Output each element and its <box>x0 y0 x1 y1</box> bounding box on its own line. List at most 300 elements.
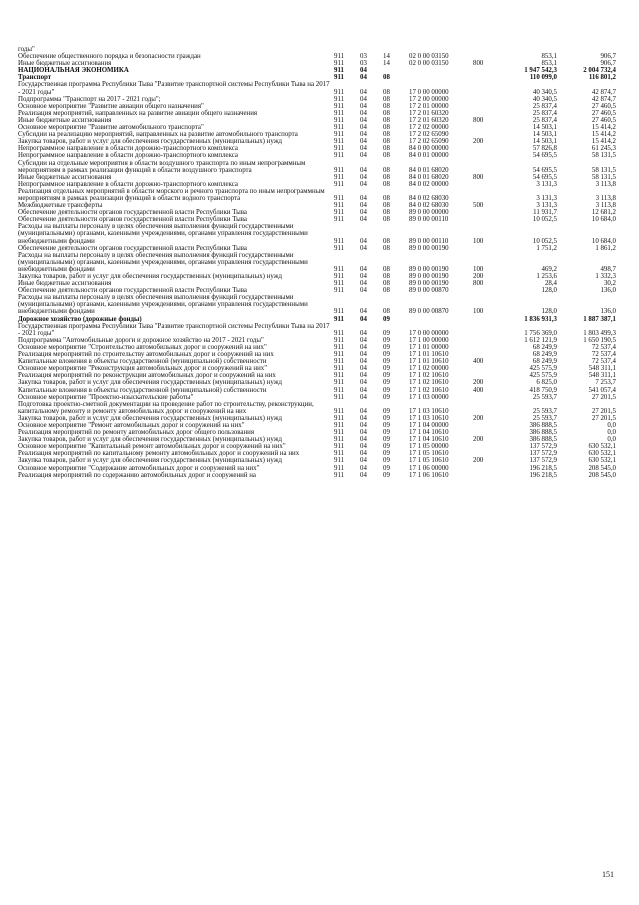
row-name: Межбюджетные трансферты <box>18 202 103 210</box>
amount-year-1: 25 593,7 <box>532 407 557 415</box>
row-name: Непрограммное направление в области дорожно-транспортного комплекса <box>18 152 238 160</box>
subsection-code: 09 <box>383 386 390 394</box>
amount-year-2: 1 332,3 <box>595 273 616 280</box>
table-row <box>18 145 616 152</box>
row-name: Основное мероприятие "Капитальный ремонт автомобильных дорог и сооружений на них" <box>18 443 286 451</box>
target-article: 17 1 02 00000 <box>409 365 449 373</box>
table-row <box>18 160 616 174</box>
row-name: Обеспечение деятельности органов государственной власти Республики Тыва <box>18 287 247 295</box>
amount-year-1: 1 253,6 <box>536 273 557 280</box>
table-row <box>18 138 616 145</box>
table-row <box>18 252 616 273</box>
section-code: 04 <box>360 216 367 224</box>
expense-type: 200 <box>473 457 484 465</box>
table-row <box>18 351 616 358</box>
ministry-code: 911 <box>334 315 344 323</box>
expense-type: 200 <box>473 379 484 387</box>
subsection-code: 09 <box>383 429 390 437</box>
expense-type: 100 <box>473 237 484 245</box>
target-article: 17 1 04 10610 <box>409 429 449 437</box>
subsection-code: 08 <box>383 145 390 153</box>
subsection-code: 08 <box>383 138 390 146</box>
section-code: 04 <box>360 152 367 160</box>
target-article: 17 1 02 10610 <box>409 386 449 394</box>
section-code: 04 <box>360 429 367 437</box>
ministry-code: 911 <box>334 464 345 472</box>
amount-year-1: 25 593,7 <box>532 393 557 401</box>
target-article: 89 0 00 00190 <box>409 273 449 280</box>
expense-type: 400 <box>473 386 484 394</box>
row-name: Реализация мероприятий, направленных на развитие авиации общего назначения <box>18 109 258 117</box>
expense-type: 100 <box>473 265 484 273</box>
target-article: 89 0 00 00000 <box>409 209 449 217</box>
amount-year-2: 0,0 <box>607 421 616 429</box>
table-row <box>18 53 616 60</box>
ministry-code: 911 <box>334 358 345 366</box>
section-code: 04 <box>360 237 367 245</box>
amount-year-2: 27 201,5 <box>591 414 616 422</box>
ministry-code: 911 <box>334 180 345 188</box>
row-name: годы" <box>18 46 35 53</box>
amount-year-2: 27 460,5 <box>591 109 616 117</box>
ministry-code: 911 <box>334 457 345 465</box>
amount-year-2: 15 414,2 <box>591 124 616 132</box>
ministry-code: 911 <box>334 287 345 295</box>
section-code: 04 <box>360 265 367 273</box>
target-article: 17 1 06 10610 <box>409 471 449 479</box>
amount-year-2: 58 131,5 <box>591 173 616 181</box>
subsection-code: 09 <box>383 414 390 422</box>
target-article: 89 0 00 00190 <box>409 244 449 252</box>
ministry-code: 911 <box>334 280 345 288</box>
amount-year-1: 25 837,4 <box>532 116 557 124</box>
amount-year-2: 30,2 <box>603 280 616 288</box>
section-code: 04 <box>360 336 367 344</box>
target-article: 84 0 02 68030 <box>409 194 449 202</box>
table-row <box>18 316 616 323</box>
amount-year-2: 1 861,2 <box>595 244 616 252</box>
ministry-code: 911 <box>334 471 345 479</box>
subsection-code: 08 <box>383 244 390 252</box>
amount-year-2: 72 537,4 <box>591 351 616 359</box>
table-row <box>18 323 616 337</box>
ministry-code: 911 <box>334 308 345 316</box>
row-name: Расходы на выплаты персоналу в целях обеспечения выполнения функций государственными (муниципальными) органами, казенными учреждениями, органами управления государственными внебюджетными фондами <box>18 223 308 245</box>
row-name: Капитальные вложения в объекты государственной (муниципальной) собственности <box>18 358 267 366</box>
target-article: 17 1 05 00000 <box>409 443 449 451</box>
table-row <box>18 372 616 379</box>
table-row <box>18 46 616 53</box>
amount-year-2: 27 460,5 <box>591 102 616 110</box>
subsection-code: 09 <box>383 421 390 429</box>
target-article: 17 1 02 10610 <box>409 379 449 387</box>
target-article: 17 0 00 00000 <box>409 88 449 96</box>
section-code: 03 <box>360 53 367 61</box>
target-article: 84 0 01 68020 <box>409 166 449 174</box>
row-name: Подготовка проектно-сметной документации на проведение работ по строительству, реконструкции, капитальному ремонту и ремонту автомобильных дорог и сооружений на них <box>18 400 314 415</box>
row-name: Основное мероприятие "Реконструкция автомобильных дорог и сооружений на них" <box>18 365 268 373</box>
ministry-code: 911 <box>334 216 345 224</box>
target-article: 17 1 04 10610 <box>409 436 449 444</box>
subsection-code: 09 <box>383 443 390 451</box>
amount-year-2: 906,7 <box>600 53 616 61</box>
ministry-code: 911 <box>334 351 345 359</box>
subsection-code: 09 <box>383 457 390 465</box>
target-article: 89 0 00 00110 <box>409 237 449 245</box>
amount-year-1: 386 888,5 <box>529 436 557 444</box>
subsection-code: 08 <box>383 74 390 82</box>
target-article: 17 2 02 65090 <box>409 138 449 146</box>
amount-year-1: 1 836 931,3 <box>524 315 557 323</box>
subsection-code: 08 <box>383 88 390 96</box>
subsection-code: 09 <box>383 407 390 415</box>
ministry-code: 911 <box>334 343 345 351</box>
ministry-code: 911 <box>334 95 345 103</box>
amount-year-1: 469,2 <box>541 265 557 273</box>
amount-year-1: 11 931,7 <box>533 209 557 217</box>
ministry-code: 911 <box>334 67 344 75</box>
expense-type: 800 <box>473 280 484 288</box>
amount-year-2: 541 057,4 <box>588 386 616 394</box>
ministry-code: 911 <box>334 131 345 139</box>
page-number: 151 <box>602 870 614 879</box>
amount-year-2: 3 113,8 <box>595 202 616 210</box>
table-row <box>18 81 616 95</box>
amount-year-2: 498,7 <box>600 265 616 273</box>
amount-year-1: 386 888,5 <box>529 421 557 429</box>
target-article: 84 0 00 00000 <box>409 145 449 153</box>
subsection-code: 08 <box>383 109 390 117</box>
section-code: 04 <box>360 280 367 288</box>
subsection-code: 08 <box>383 209 390 217</box>
target-article: 17 1 03 10610 <box>409 407 449 415</box>
section-code: 04 <box>360 308 367 316</box>
ministry-code: 911 <box>334 166 345 174</box>
row-name: Закупка товаров, работ и услуг для обеспечения государственных (муниципальных) нужд <box>18 379 282 387</box>
amount-year-1: 1 756 369,0 <box>524 329 557 337</box>
row-name: Реализация мероприятий по реконструкции автомобильных дорог и сооружений на них <box>18 372 276 380</box>
expense-type: 800 <box>473 116 484 124</box>
ministry-code: 911 <box>334 152 345 160</box>
row-name: Субсидии на отдельные мероприятия в области воздушного транспорта по иным непрограммным мероприятиям в рамках реализации функций в области воздушного транспорта <box>18 159 306 174</box>
amount-year-1: 418 750,9 <box>529 386 557 394</box>
target-article: 02 0 00 03150 <box>409 60 449 68</box>
section-code: 04 <box>360 95 367 103</box>
target-article: 17 1 01 00000 <box>409 343 449 351</box>
section-code: 04 <box>360 343 367 351</box>
subsection-code: 08 <box>383 237 390 245</box>
table-row <box>18 472 616 479</box>
expense-type: 500 <box>473 202 484 210</box>
ministry-code: 911 <box>334 386 345 394</box>
table-row <box>18 287 616 294</box>
subsection-code: 08 <box>383 102 390 110</box>
table-row <box>18 181 616 188</box>
amount-year-2: 630 532,1 <box>588 450 616 458</box>
amount-year-1: 40 340,5 <box>532 88 557 96</box>
section-code: 04 <box>360 315 367 323</box>
amount-year-1: 1 947 542,3 <box>524 67 557 75</box>
amount-year-1: 10 052,5 <box>532 237 557 245</box>
row-name: Иные бюджетные ассигнования <box>18 280 112 288</box>
subsection-code: 08 <box>383 152 390 160</box>
section-code: 04 <box>360 67 367 75</box>
row-name: Подпрограмма "Автомобильные дороги и дорожное хозяйство на 2017 - 2021 годы" <box>18 336 264 344</box>
section-code: 04 <box>360 194 367 202</box>
ministry-code: 911 <box>334 379 345 387</box>
subsection-code: 09 <box>383 343 390 351</box>
amount-year-2: 1 650 190,5 <box>583 336 616 344</box>
table-row <box>18 152 616 159</box>
section-code: 04 <box>360 386 367 394</box>
subsection-code: 08 <box>383 287 390 295</box>
amount-year-2: 548 311,1 <box>588 365 616 373</box>
section-code: 04 <box>360 421 367 429</box>
subsection-code: 08 <box>383 116 390 124</box>
table-row <box>18 401 616 415</box>
section-code: 04 <box>360 138 367 146</box>
amount-year-1: 128,0 <box>541 308 557 316</box>
target-article: 17 2 02 00000 <box>409 124 449 132</box>
subsection-code: 09 <box>383 436 390 444</box>
amount-year-2: 1 803 499,3 <box>583 329 616 337</box>
table-row <box>18 358 616 365</box>
amount-year-2: 12 681,2 <box>591 209 616 217</box>
amount-year-1: 57 826,8 <box>532 145 557 153</box>
amount-year-1: 137 572,9 <box>529 457 557 465</box>
target-article: 84 0 01 00000 <box>409 152 449 160</box>
subsection-code: 08 <box>383 216 390 224</box>
subsection-code: 08 <box>383 273 390 280</box>
amount-year-2: 42 874,7 <box>591 88 616 96</box>
ministry-code: 911 <box>334 53 345 61</box>
ministry-code: 911 <box>334 60 345 68</box>
expense-type: 400 <box>473 358 484 366</box>
section-code: 04 <box>360 379 367 387</box>
expense-type: 200 <box>473 273 484 280</box>
target-article: 17 1 03 00000 <box>409 393 449 401</box>
subsection-code: 08 <box>383 173 390 181</box>
amount-year-1: 25 837,4 <box>532 102 557 110</box>
amount-year-1: 6 825,0 <box>536 379 557 387</box>
table-row <box>18 103 616 110</box>
ministry-code: 911 <box>334 209 345 217</box>
ministry-code: 911 <box>334 265 345 273</box>
row-name: Расходы на выплаты персоналу в целях обеспечения выполнения функций государственными (муниципальными) органами, казенными учреждениями, органами управления государственными внебюджетными фондами <box>18 294 308 316</box>
row-name: Иные бюджетные ассигнования <box>18 116 112 124</box>
section-code: 04 <box>360 351 367 359</box>
subsection-code: 09 <box>383 372 390 380</box>
table-row <box>18 60 616 67</box>
target-article: 89 0 00 00110 <box>409 216 449 224</box>
target-article: 17 1 02 10610 <box>409 372 449 380</box>
amount-year-2: 72 537,4 <box>591 343 616 351</box>
table-row <box>18 124 616 131</box>
ministry-code: 911 <box>334 244 345 252</box>
row-name: Капитальные вложения в объекты государственной (муниципальной) собственности <box>18 386 267 394</box>
ministry-code: 911 <box>334 74 344 82</box>
ministry-code: 911 <box>334 194 345 202</box>
amount-year-2: 630 532,1 <box>588 457 616 465</box>
row-name: Субсидии на реализацию мероприятий, направленных на развитие автомобильного транспорта <box>18 131 298 139</box>
amount-year-1: 25 837,4 <box>532 109 557 117</box>
amount-year-1: 68 249,9 <box>532 343 557 351</box>
target-article: 17 2 00 00000 <box>409 95 449 103</box>
amount-year-1: 28,4 <box>544 280 557 288</box>
amount-year-1: 3 131,3 <box>536 202 557 210</box>
target-article: 17 1 01 10610 <box>409 358 449 366</box>
amount-year-1: 3 131,3 <box>536 194 557 202</box>
section-code: 04 <box>360 180 367 188</box>
subsection-code: 09 <box>383 450 390 458</box>
amount-year-1: 25 593,7 <box>532 414 557 422</box>
table-row <box>18 216 616 223</box>
target-article: 89 0 00 00190 <box>409 280 449 288</box>
amount-year-1: 853,1 <box>541 60 557 68</box>
table-row <box>18 117 616 124</box>
amount-year-2: 58 131,5 <box>591 152 616 160</box>
table-row <box>18 457 616 464</box>
expense-type: 800 <box>473 173 484 181</box>
subsection-code: 08 <box>383 124 390 132</box>
amount-year-1: 1 612 121,9 <box>524 336 557 344</box>
amount-year-1: 54 695,5 <box>532 173 557 181</box>
row-name: Государственная программа Республики Тыва "Развитие транспортной системы Республики Тыва на 2017 - 2021 годы" <box>18 322 330 337</box>
amount-year-2: 10 684,0 <box>591 216 616 224</box>
amount-year-1: 68 249,9 <box>532 358 557 366</box>
section-code: 04 <box>360 457 367 465</box>
row-name: Закупка товаров, работ и услуг для обеспечения государственных (муниципальных) нужд <box>18 138 282 146</box>
section-code: 04 <box>360 443 367 451</box>
table-row <box>18 465 616 472</box>
table-row <box>18 280 616 287</box>
amount-year-1: 68 249,9 <box>532 351 557 359</box>
target-article: 89 0 00 00870 <box>409 287 449 295</box>
amount-year-1: 40 340,5 <box>532 95 557 103</box>
section-code: 03 <box>360 60 367 68</box>
ministry-code: 911 <box>334 116 345 124</box>
table-row <box>18 67 616 74</box>
section-code: 04 <box>360 471 367 479</box>
amount-year-2: 3 113,8 <box>595 180 616 188</box>
table-row <box>18 245 616 252</box>
amount-year-1: 386 888,5 <box>529 429 557 437</box>
amount-year-1: 137 572,9 <box>529 450 557 458</box>
ministry-code: 911 <box>334 450 345 458</box>
subsection-code: 08 <box>383 280 390 288</box>
subsection-code: 09 <box>383 365 390 373</box>
section-code: 04 <box>360 244 367 252</box>
ministry-code: 911 <box>334 365 345 373</box>
row-name: Основное мероприятие "Развитие автомобильного транспорта" <box>18 124 204 132</box>
target-article: 17 1 01 10610 <box>409 351 449 359</box>
amount-year-2: 27 460,5 <box>591 116 616 124</box>
section-code: 04 <box>360 393 367 401</box>
ministry-code: 911 <box>334 88 345 96</box>
target-article: 17 1 04 00000 <box>409 421 449 429</box>
row-name: Дорожное хозяйство (дорожные фонды) <box>18 315 142 323</box>
table-row <box>18 223 616 244</box>
ministry-code: 911 <box>334 102 345 110</box>
section-code: 04 <box>360 202 367 210</box>
amount-year-1: 110 099,0 <box>529 74 557 82</box>
amount-year-1: 1 751,2 <box>536 244 557 252</box>
table-row <box>18 96 616 103</box>
row-name: Непрограммное направление в области дорожно-транспортного комплекса <box>18 145 238 153</box>
amount-year-2: 208 545,0 <box>588 471 616 479</box>
amount-year-2: 2 004 732,4 <box>583 67 616 75</box>
ministry-code: 911 <box>334 393 345 401</box>
ministry-code: 911 <box>334 109 345 117</box>
section-code: 04 <box>360 88 367 96</box>
subsection-code: 09 <box>383 358 390 366</box>
section-code: 04 <box>360 414 367 422</box>
amount-year-1: 54 695,5 <box>532 166 557 174</box>
expense-type: 200 <box>473 414 484 422</box>
section-code: 04 <box>360 124 367 132</box>
row-name: Реализация мероприятий по строительству автомобильных дорог и сооружений на них <box>18 351 274 359</box>
table-row <box>18 394 616 401</box>
row-name: Подпрограмма "Транспорт на 2017 - 2021 годы"; <box>18 95 161 103</box>
target-article: 17 1 05 10610 <box>409 457 449 465</box>
target-article: 17 0 00 00000 <box>409 329 449 337</box>
table-row <box>18 74 616 81</box>
ministry-code: 911 <box>334 124 345 132</box>
subsection-code: 08 <box>383 265 390 273</box>
expense-type: 100 <box>473 308 484 316</box>
amount-year-1: 137 572,9 <box>529 443 557 451</box>
amount-year-1: 128,0 <box>541 287 557 295</box>
expense-type: 200 <box>473 436 484 444</box>
ministry-code: 911 <box>334 336 345 344</box>
expense-type: 800 <box>473 60 484 68</box>
table-row <box>18 188 616 202</box>
row-name: Закупка товаров, работ и услуг для обеспечения государственных (муниципальных) нужд <box>18 414 282 422</box>
amount-year-1: 853,1 <box>541 53 557 61</box>
table-row <box>18 443 616 450</box>
subsection-code: 08 <box>383 166 390 174</box>
amount-year-1: 3 131,3 <box>536 180 557 188</box>
section-code: 04 <box>360 450 367 458</box>
table-row <box>18 273 616 280</box>
subsection-code: 08 <box>383 95 390 103</box>
subsection-code: 14 <box>383 60 390 68</box>
target-article: 02 0 00 03150 <box>409 53 449 61</box>
row-name: Основное мероприятие "Развитие авиации общего назначения" <box>18 102 204 110</box>
row-name: Реализация мероприятий по капитальному ремонту автомобильных дорог и сооружений на них <box>18 450 300 458</box>
section-code: 04 <box>360 116 367 124</box>
subsection-code: 09 <box>383 315 390 323</box>
target-article: 89 0 00 00190 <box>409 265 449 273</box>
subsection-code: 09 <box>383 329 390 337</box>
table-row <box>18 387 616 394</box>
ministry-code: 911 <box>334 372 345 380</box>
section-code: 04 <box>360 166 367 174</box>
section-code: 04 <box>360 209 367 217</box>
amount-year-2: 15 414,2 <box>591 138 616 146</box>
section-code: 04 <box>360 365 367 373</box>
ministry-code: 911 <box>334 237 345 245</box>
subsection-code: 14 <box>383 53 390 61</box>
amount-year-2: 27 201,5 <box>591 393 616 401</box>
table-row <box>18 202 616 209</box>
ministry-code: 911 <box>334 429 345 437</box>
target-article: 89 0 00 00870 <box>409 308 449 316</box>
row-name: Закупка товаров, работ и услуг для обеспечения государственных (муниципальных) нужд <box>18 273 282 280</box>
ministry-code: 911 <box>334 329 345 337</box>
ministry-code: 911 <box>334 414 345 422</box>
target-article: 17 1 06 00000 <box>409 464 449 472</box>
